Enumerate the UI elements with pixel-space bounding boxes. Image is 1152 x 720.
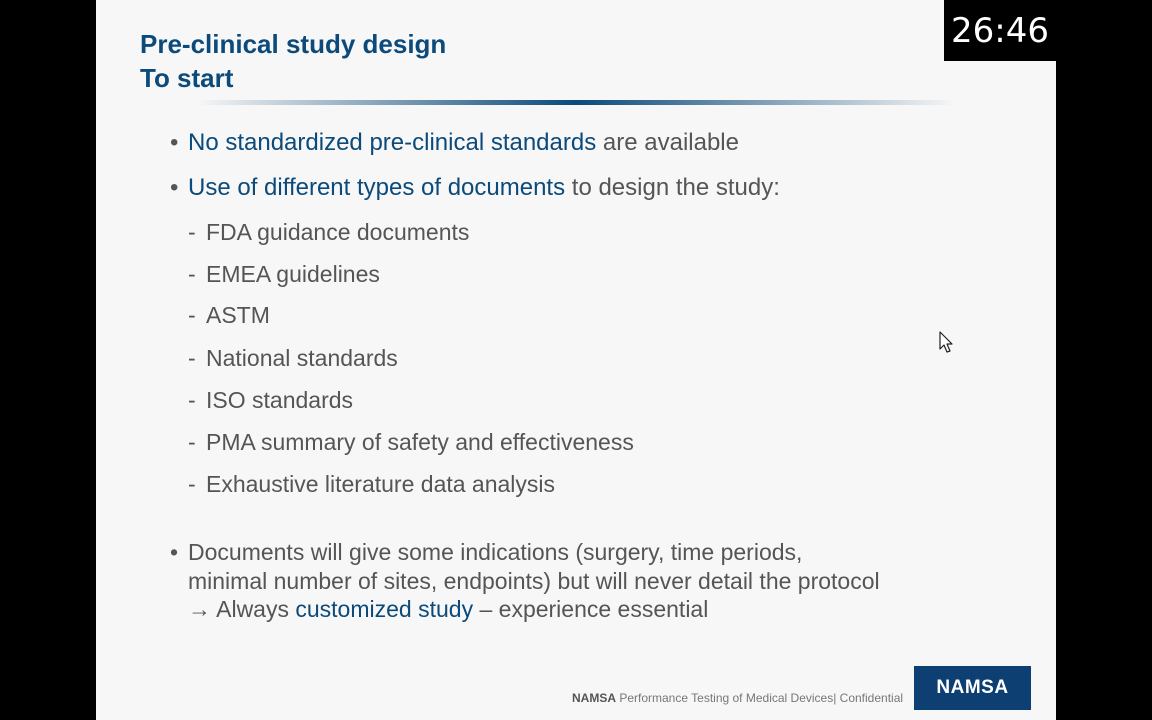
bullet-document-types [170,174,780,202]
bullet3-line2: minimal number of sites, endpoints) but will never detail the protocol [188,567,880,594]
sub-item-label: FDA guidance documents [206,219,470,245]
bullet-highlight: Use of different types of documents [188,174,566,201]
sub-item: - National standards [188,345,398,371]
timer-display: 26:46 [944,0,1056,61]
sub-item-label: ISO standards [206,387,354,413]
bullet3-line1-text: Documents will give some indications (surgery, time periods, [188,539,803,565]
slide-footer [572,691,903,705]
sub-item-label: EMEA guidelines [206,261,380,287]
bullet-dot-icon: • [170,174,179,201]
sub-item: - FDA guidance documents [188,219,470,245]
sub-item-label: National standards [206,345,398,371]
slide [96,0,1056,720]
namsa-logo: NAMSA [914,666,1031,710]
sub-item: - ISO standards [188,387,354,413]
footer-text: Performance Testing of Medical Devices| Confidential [616,691,904,705]
footer-brand: NAMSA [572,691,616,705]
bullet-text: to design the study: [565,174,780,201]
slide-title [140,27,446,95]
slide-title-line1: Pre-clinical study design [140,29,447,59]
bullet3-line3-highlight: customized study [295,596,474,622]
title-divider [196,100,956,105]
bullet-documents-indications [170,538,880,624]
bullet3-line3-prefix: Always [211,596,296,622]
mouse-cursor-icon [939,331,955,355]
sub-item: - ASTM [188,302,270,328]
sub-item-label: PMA summary of safety and effectiveness [206,429,634,455]
bullet3-line1 [170,538,880,567]
bullet-highlight: No standardized pre-clinical standards [188,129,597,156]
arrow-right-icon: → [188,596,211,622]
sub-item-label: ASTM [206,302,270,328]
bullet-text: are available [596,129,739,156]
sub-item: - Exhaustive literature data analysis [188,471,556,497]
slide-title-line2: To start [140,63,234,93]
sub-item: - EMEA guidelines [188,261,380,287]
sub-item: - PMA summary of safety and effectiveness [188,429,634,455]
bullet-dot-icon: • [170,129,179,156]
bullet3-line3-suffix: – experience essential [473,596,709,622]
sub-item-label: Exhaustive literature data analysis [206,471,556,497]
bullet3-line3 [170,595,880,624]
bullet-no-standards [170,129,739,157]
bullet-dot-icon: • [170,539,179,565]
